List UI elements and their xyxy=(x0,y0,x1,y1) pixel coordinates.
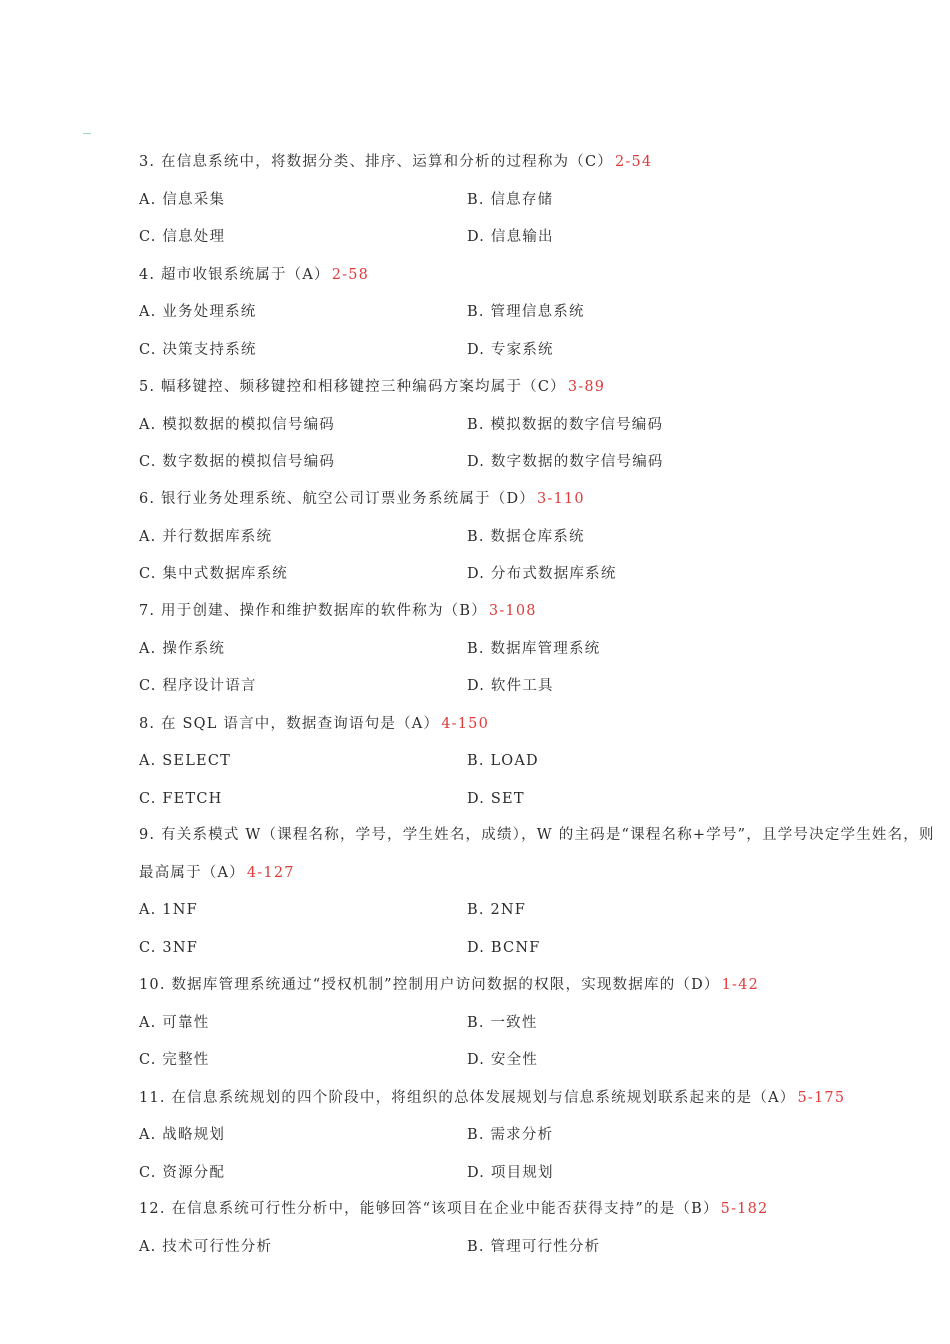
question-stem: 8. 在 SQL 语言中，数据查询语句是（A） 4-150 xyxy=(139,716,489,732)
option-c: C. 数字数据的模拟信号编码 xyxy=(139,454,336,470)
option-b: B. 需求分析 xyxy=(467,1127,554,1143)
option-d: D. 数字数据的数字信号编码 xyxy=(467,454,664,470)
option-b: B. 模拟数据的数字信号编码 xyxy=(467,417,664,433)
option-c: C. 信息处理 xyxy=(139,229,226,245)
page-reference: 3-108 xyxy=(488,603,537,619)
option-d: D. SET xyxy=(467,791,525,807)
option-c: C. 程序设计语言 xyxy=(139,678,257,694)
option-b: B. 2NF xyxy=(467,902,527,918)
option-d: D. 项目规划 xyxy=(467,1165,554,1181)
option-c: C. 3NF xyxy=(139,940,198,956)
page-reference: 5-182 xyxy=(720,1201,769,1217)
option-a: A. 模拟数据的模拟信号编码 xyxy=(139,417,335,433)
option-c: C. 决策支持系统 xyxy=(139,342,257,358)
option-a: A. 并行数据库系统 xyxy=(139,529,273,545)
page-reference: 3-110 xyxy=(536,491,585,507)
option-c: C. 完整性 xyxy=(139,1052,210,1068)
question-stem: 3. 在信息系统中，将数据分类、排序、运算和分析的过程称为（C） 2-54 xyxy=(139,154,653,170)
page-reference: 3-89 xyxy=(567,379,606,395)
option-a: A. 1NF xyxy=(139,902,198,918)
option-b: B. 管理信息系统 xyxy=(467,304,585,320)
option-a: A. 战略规划 xyxy=(139,1127,226,1143)
question-stem: 6. 银行业务处理系统、航空公司订票业务系统属于（D） 3-110 xyxy=(139,491,585,507)
option-b: B. 数据库管理系统 xyxy=(467,641,601,657)
option-a: A. 技术可行性分析 xyxy=(139,1239,273,1255)
question-stem: 12. 在信息系统可行性分析中，能够回答“该项目在企业中能否获得支持”的是（B） 5-182 xyxy=(139,1201,769,1217)
page-reference: 1-42 xyxy=(721,977,760,993)
option-d: D. 安全性 xyxy=(467,1052,539,1068)
option-a: A. 操作系统 xyxy=(139,641,226,657)
question-stem: 11. 在信息系统规划的四个阶段中，将组织的总体发展规划与信息系统规划联系起来的是（A） 5-175 xyxy=(139,1090,846,1106)
option-b: B. 信息存储 xyxy=(467,192,554,208)
option-c: C. 集中式数据库系统 xyxy=(139,566,288,582)
question-stem: 7. 用于创建、操作和维护数据库的软件称为（B） 3-108 xyxy=(139,603,537,619)
question-stem: 10. 数据库管理系统通过“授权机制”控制用户访问数据的权限，实现数据库的（D） 1-42 xyxy=(139,977,760,993)
page-reference: 2-58 xyxy=(331,267,370,283)
option-c: C. FETCH xyxy=(139,791,223,807)
page-reference: 2-54 xyxy=(614,154,653,170)
option-b: B. 数据仓库系统 xyxy=(467,529,585,545)
option-a: A. SELECT xyxy=(139,753,231,769)
option-a: A. 可靠性 xyxy=(139,1015,210,1031)
page-reference: 4-150 xyxy=(441,716,489,732)
page-reference: 5-175 xyxy=(797,1090,846,1106)
question-stem: 4. 超市收银系统属于（A） 2-58 xyxy=(139,267,370,283)
question-stem: 5. 幅移键控、频移键控和相移键控三种编码方案均属于（C） 3-89 xyxy=(139,379,606,395)
option-a: A. 业务处理系统 xyxy=(139,304,257,320)
option-d: D. 信息输出 xyxy=(467,229,554,245)
page-reference: 4-127 xyxy=(246,865,295,881)
option-b: B. LOAD xyxy=(467,753,539,769)
option-d: D. 专家系统 xyxy=(467,342,554,358)
decorative-dash xyxy=(83,133,91,134)
question-stem-continued: 最高属于（A） 4-127 xyxy=(139,865,295,881)
option-d: D. 分布式数据库系统 xyxy=(467,566,617,582)
question-stem: 9. 有关系模式 W（课程名称，学号，学生姓名，成绩），W 的主码是“课程名称+学号”，且学号决定学生姓名，则 xyxy=(139,827,935,843)
option-d: D. 软件工具 xyxy=(467,678,554,694)
option-d: D. BCNF xyxy=(467,940,541,956)
option-b: B. 管理可行性分析 xyxy=(467,1239,601,1255)
option-a: A. 信息采集 xyxy=(139,192,226,208)
option-b: B. 一致性 xyxy=(467,1015,538,1031)
option-c: C. 资源分配 xyxy=(139,1165,226,1181)
